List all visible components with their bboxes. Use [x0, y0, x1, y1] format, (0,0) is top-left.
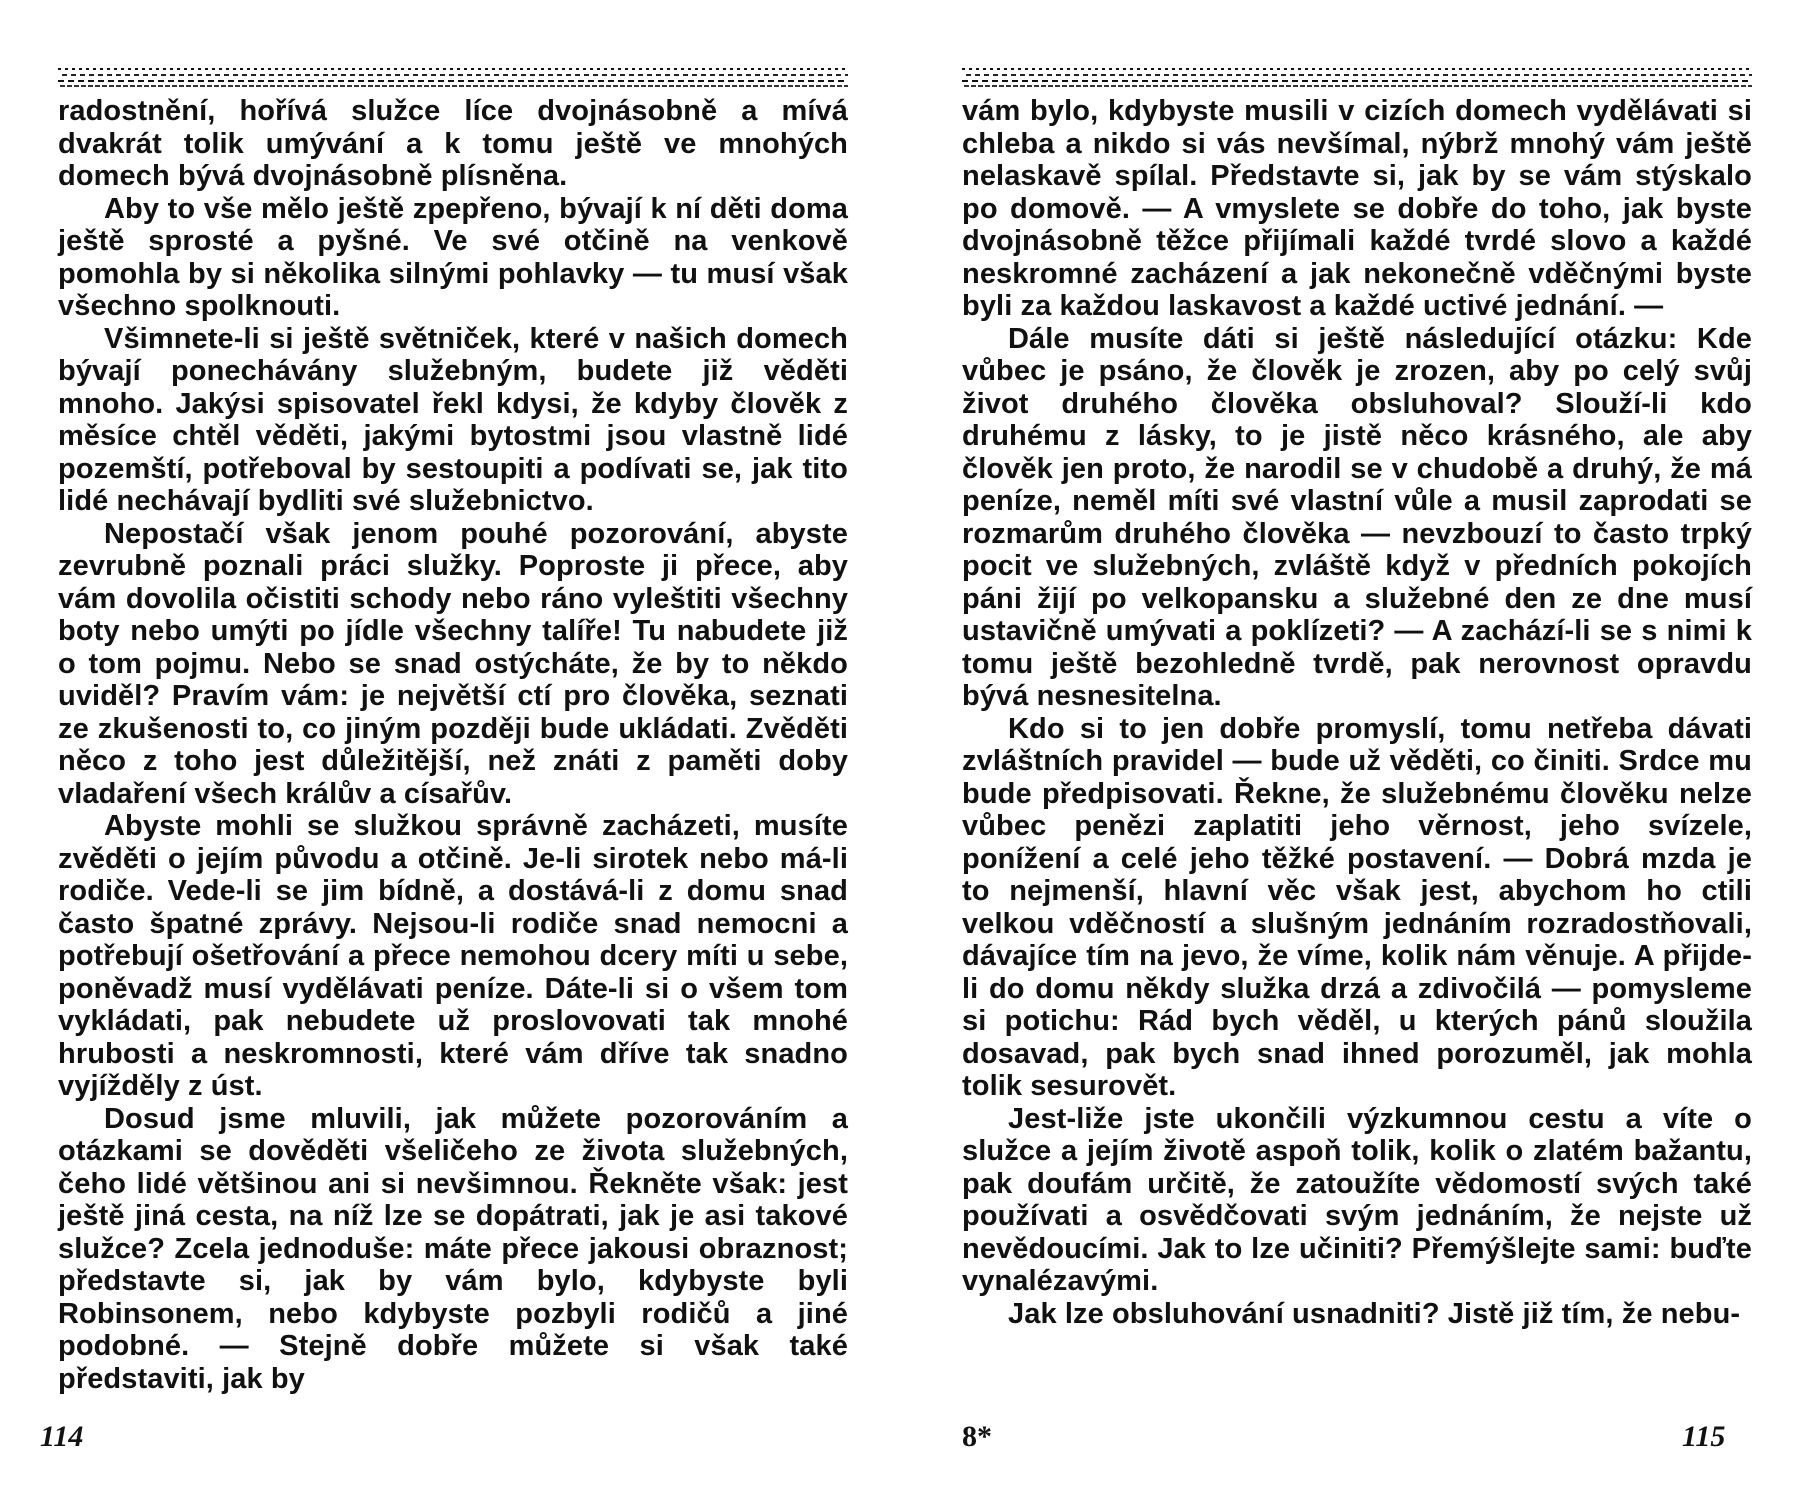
paragraph: Kdo si to jen dobře promyslí, tomu netřeba dávati zvláštních pravidel — bude už věděti, co činiti. Srdce mu bude předpisovati. Řekne, že služebnému člověku nelze vůbec penězi zaplatiti jeho věrnost, jeho svízele, ponížení a celé jeho těžké postavení. — Dobrá mzda je to nejmenší, hlavní věc však jest, abychom ho ctili velkou vděčností a slušným jednáním rozradostňovali, dávajíce tím na jevo, že víme, kolik nám věnuje. A přijde-li do domu někdy služka drzá a zdivočilá — pomysleme si potichu: Rád bych věděl, u kterých pánů sloužila dosavad, pak bych snad ihned porozuměl, jak mohla tolik sesurovět. [962, 712, 1752, 1102]
right-page [962, 0, 1752, 1500]
page-number: 114 [40, 1420, 84, 1453]
paragraph: Nepostačí však jenom pouhé pozorování, abyste zevrubně poznali práci služky. Poproste ji přece, aby vám dovolila očistiti schody nebo ráno vyleštiti všechny boty nebo umýti po jídle všechny talíře! Tu nabudete již o tom pojmu. Nebo se snad ostýcháte, že by to někdo uviděl? Pravím vám: je největší ctí pro člověka, seznati ze zkušenosti to, co jiným později bude ukládati. Zvěděti něco z toho jest důležitější, než znáti z paměti doby vladaření všech králův a císařův. [58, 517, 848, 810]
paragraph: Dosud jsme mluvili, jak můžete pozorováním a otázkami se dověděti všeličeho ze života služebných, čeho lidé většinou ani si nevšimnou. Řekněte však: jest ještě jiná cesta, na níž lze se dopátrati, jak je asi takové služce? Zcela jednoduše: máte přece jakousi obraznost; představte si, jak by vám bylo, kdybyste byli Robinsonem, nebo kdybyste pozbyli rodičů a jiné podobné. — Stejně dobře můžete si však také představiti, jak by [58, 1102, 848, 1395]
paragraph: Dále musíte dáti si ještě následující otázku: Kde vůbec je psáno, že člověk je zrozen, aby po celý svůj život druhého člověka obsluhoval? Slouží-li kdo druhému z lásky, to je jistě něco krásného, ale aby člověk jen proto, že narodil se v chudobě a druhý, že má peníze, neměl míti své vlastní vůle a musil zaprodati se rozmarům druhého člověka — nevzbouzí to často trpký pocit ve služebných, zvláště když v předních pokojích páni žijí po velkopansku a služebné den ze dne musí ustavičně umývati a poklízeti? — A zachází-li se s nimi k tomu ještě bezohledně tvrdě, pak nerovnost opravdu bývá nesnesitelna. [962, 322, 1752, 712]
paragraph: vám bylo, kdybyste musili v cizích domech vydělávati si chleba a nikdo si vás nevšímal, nýbrž mnohý vám ještě nelaskavě spílal. Představte si, jak by se vám stýskalo po domově. — A vmyslete se dobře do toho, jak byste dvojnásobně těžce přijímali každé tvrdé slovo a každé neskromné zacházení a jak nekonečně vděčnými byste byli za každou laskavost a každé uctivé jednání. — [962, 95, 1752, 322]
signature-mark: 8* [962, 1420, 992, 1453]
paragraph: Jest-liže jste ukončili výzkumnou cestu a víte o služce a jejím životě aspoň tolik, kolik o zlatém bažantu, pak doufám určitě, že zatoužíte vědomostí svých také používati a osvědčovati svým jednáním, že nejste už nevědoucími. Jak to lze učiniti? Přemýšlejte sami: buďte vynalézavými. [962, 1102, 1752, 1297]
paragraph: Aby to vše mělo ještě zpepřeno, bývají k ní děti doma ještě sprosté a pyšné. Ve své otčině na venkově pomohla by si několika silnými pohlavky — tu musí však všechno spolknouti. [58, 192, 848, 322]
paragraph: Všimnete-li si ještě světniček, které v našich domech bývají ponechávány služebným, budete již věděti mnoho. Jakýsi spisovatel řekl kdysi, že kdyby člověk z měsíce chtěl věděti, jakými bytostmi jsou vlastně lidé pozemští, potřeboval by sestoupiti a podívati se, jak tito lidé nechávají bydliti své služebnictvo. [58, 322, 848, 517]
left-page-text [58, 95, 848, 1395]
paragraph: radostnění, hořívá služce líce dvojnásobně a mívá dvakrát tolik umývání a k tomu ještě ve mnohých domech bývá dvojnásobně plísněna. [58, 95, 848, 192]
left-page [40, 0, 848, 1500]
paragraph: Jak lze obsluhování usnadniti? Jistě již tím, že nebu- [1008, 1297, 1741, 1330]
right-page-text [962, 95, 1752, 1330]
paragraph: Abyste mohli se služkou správně zacházeti, musíte zvěděti o jejím původu a otčině. Je-li sirotek nebo má-li rodiče. Vede-li se jim bídně, a dostává-li z domu snad často špatné zprávy. Nejsou-li rodiče snad nemocni a potřebují ošetřování a přece nemohou dcery míti u sebe, poněvadž musí vydělávati peníze. Dáte-li si o všem tom vykládati, pak nebudete už proslovovati tak mnohé hrubosti a neskromnosti, které vám dříve tak snadno vyjížděly z úst. [58, 810, 848, 1102]
header-ornament-rule [962, 68, 1752, 88]
page-number: 115 [1682, 1420, 1726, 1453]
header-ornament-rule [58, 68, 848, 88]
